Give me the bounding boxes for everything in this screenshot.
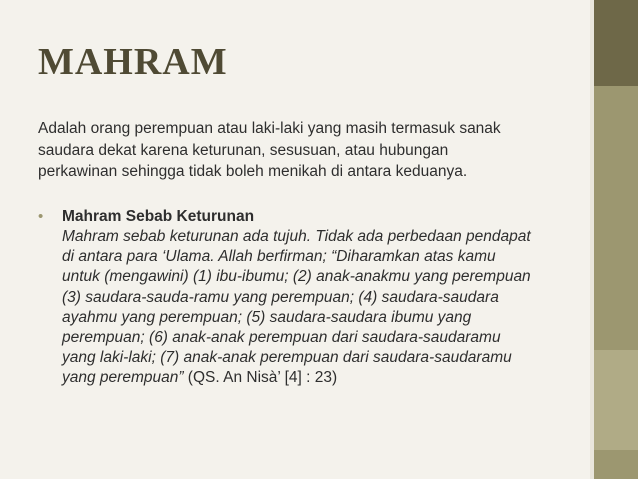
intro-line: perkawinan sehingga tidak boleh menikah di antara keduanya. [38,163,468,180]
body-line: di antara para ‘Ulama. Allah berfirman; “Diharamkan atas kamu [62,248,496,266]
bullet-heading: Mahram Sebab Keturunan [62,208,255,225]
body-line-last [62,368,567,388]
body-line: (3) saudara-sauda-ramu yang perempuan; (4) saudara-saudara [62,288,499,306]
intro-line: Adalah orang perempuan atau laki-laki yang masih termasuk sanak [38,120,501,137]
citation: (QS. An Nisà’ [4] : 23) [183,369,338,387]
intro-line: saudara dekat karena keturunan, sesusuan, atau hubungan [38,141,449,159]
body-line: ayahmu yang perempuan; (5) saudara-saudara ibumu yang [62,308,472,326]
bullet-body [62,227,567,389]
bullet-item [38,206,578,389]
bullet-marker: • [38,208,44,225]
sidebar-accent-block [594,350,638,450]
body-last-italic: yang perempuan” [62,369,184,387]
slide-title: MAHRAM [38,41,228,83]
body-line: untuk (mengawini) (1) ibu-ibumu; (2) anak-anakmu yang perempuan [62,268,531,286]
sidebar-top-block [594,0,638,86]
body-line: Mahram sebab keturunan ada tujuh. Tidak ada perbedaan pendapat [62,228,531,245]
body-line: perempuan; (6) anak-anak perempuan dari saudara-saudaramu [62,329,501,347]
body-line: yang laki-laki; (7) anak-anak perempuan dari saudara-saudaramu [62,349,512,367]
intro-paragraph [38,118,538,183]
